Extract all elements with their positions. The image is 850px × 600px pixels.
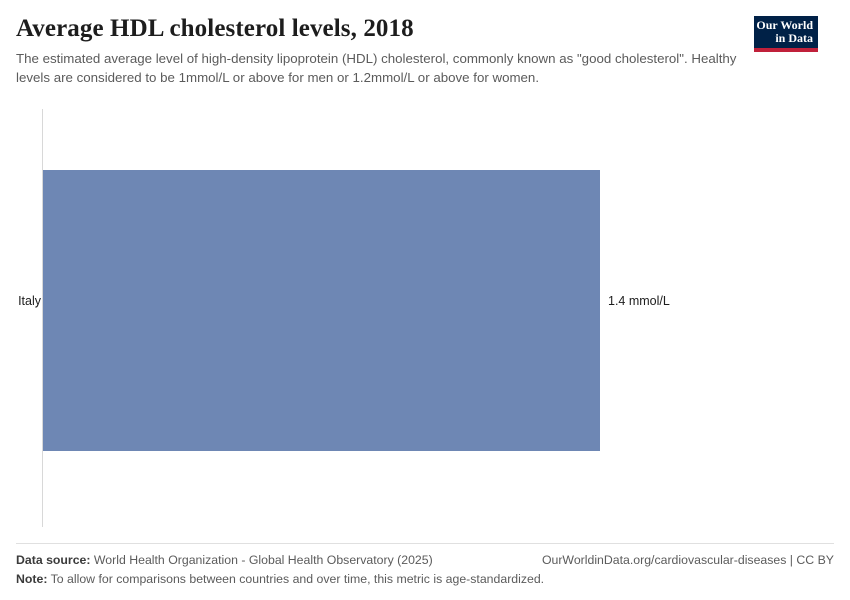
page-title: Average HDL cholesterol levels, 2018 (16, 15, 414, 42)
chart-plot-area (16, 109, 834, 529)
footer-note-row (16, 571, 834, 588)
bar-value-label: 1.4 mmol/L (608, 294, 670, 308)
owid-logo[interactable] (754, 16, 818, 52)
chart-footer (16, 543, 834, 588)
footer-source (16, 552, 433, 569)
owid-logo-line1: Our World (756, 18, 813, 32)
chart-header (16, 0, 834, 87)
footer-source-row (16, 552, 834, 569)
bar-italy[interactable] (43, 170, 600, 451)
footer-note-label: Note: (16, 572, 48, 586)
footer-attribution[interactable]: OurWorldinData.org/cardiovascular-diseases | CC BY (541, 553, 834, 567)
bar-category-label: Italy (18, 294, 41, 308)
bar-row (18, 170, 850, 451)
chart-subtitle: The estimated average level of high-density lipoprotein (HDL) cholesterol, commonly known as "good cholesterol". Healthy levels are considered to be 1mmol/L or above for men or 1.2mmol/L or above for women. (16, 51, 737, 85)
footer-source-text: World Health Organization - Global Health Observatory (2025) (93, 553, 433, 567)
owid-logo-line2: in Data (775, 31, 813, 45)
footer-source-label: Data source: (16, 553, 91, 567)
footer-note-text: To allow for comparisons between countries and over time, this metric is age-standardized. (50, 572, 545, 586)
